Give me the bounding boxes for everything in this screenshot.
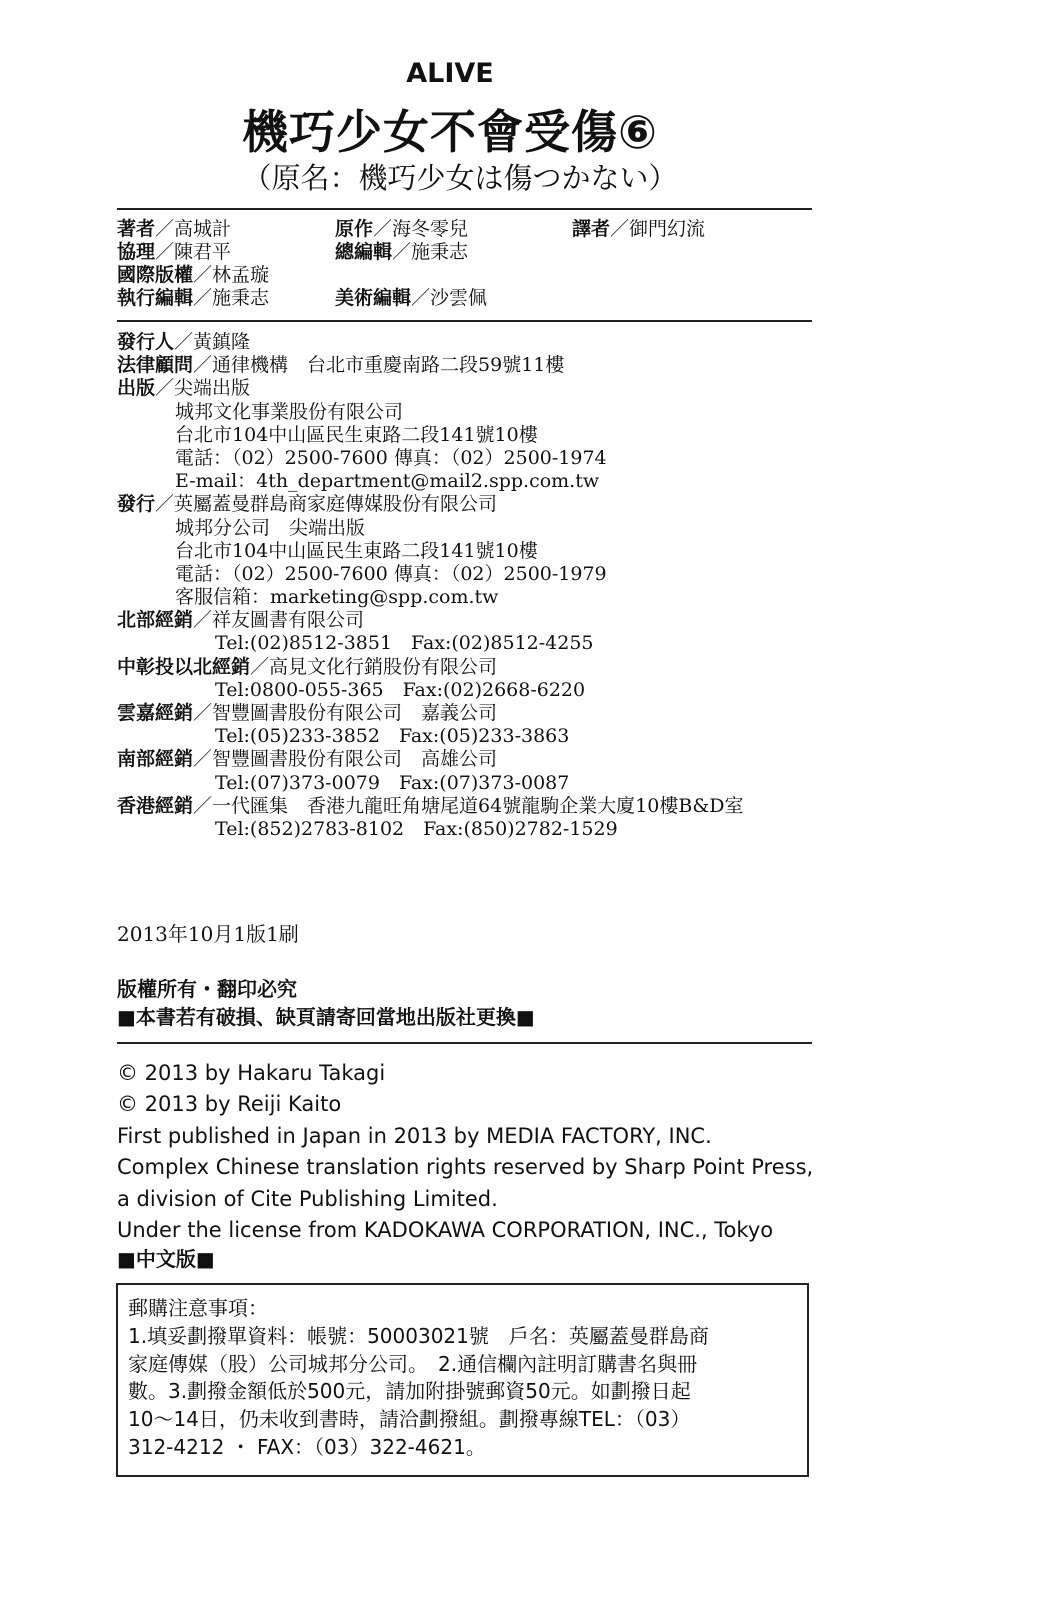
mail-order-title: 郵購注意事項： bbox=[128, 1296, 268, 1320]
regional-chiayi-tel: Tel:(05)233-3852 Fax:(05)233-3863 bbox=[215, 725, 570, 748]
division-note: a division of Cite Publishing Limited. bbox=[117, 1186, 498, 1211]
distributor-phone: 電話：（02）2500-7600 傳真：（02）2500-1979 bbox=[175, 562, 607, 585]
regional-south: 南部經銷／智豐圖書股份有限公司 高雄公司 bbox=[117, 748, 498, 771]
publisher-email: E-mail：4th_department@mail2.spp.com.tw bbox=[175, 470, 600, 493]
credit-manager: 協理／陳君平 bbox=[117, 241, 232, 263]
publisher-phone: 電話：（02）2500-7600 傳真：（02）2500-1974 bbox=[175, 446, 607, 469]
regional-central-tel: Tel:0800-055-365 Fax:(02)2668-6220 bbox=[215, 678, 586, 701]
edition-date: 2013年10月1版1刷 bbox=[117, 922, 299, 946]
credit-author: 著者／高城計 bbox=[117, 218, 232, 240]
mail-order-line: 1.填妥劃撥單資料：帳號：50003021號 戶名：英屬蓋曼群島商 bbox=[128, 1323, 709, 1348]
series-name: ALIVE bbox=[406, 58, 494, 89]
copyright-original: © 2013 by Reiji Kaito bbox=[117, 1092, 342, 1117]
damage-notice: ■本書若有破損、缺頁請寄回當地出版社更換■ bbox=[117, 1005, 535, 1029]
mail-order-line: 312-4212 ・ FAX：（03）322-4621。 bbox=[128, 1434, 486, 1459]
credit-chief-editor: 總編輯／施秉志 bbox=[335, 241, 469, 263]
divider-copyright bbox=[117, 1042, 812, 1044]
distributor-address: 台北市104中山區民生東路二段141號10樓 bbox=[175, 539, 538, 562]
license-note: Under the license from KADOKAWA CORPORATION, INC., Tokyo bbox=[117, 1217, 774, 1242]
chinese-edition-mark: ■中文版■ bbox=[117, 1247, 215, 1271]
credit-executive-editor: 執行編輯／施秉志 bbox=[117, 287, 270, 309]
publisher-company: 城邦文化事業股份有限公司 bbox=[175, 400, 404, 423]
mail-order-line: 家庭傳媒（股）公司城邦分公司。 2.通信欄內註明訂購書名與冊 bbox=[128, 1351, 698, 1376]
regional-north-tel: Tel:(02)8512-3851 Fax:(02)8512-4255 bbox=[215, 632, 594, 655]
credit-international-rights: 國際版權／林孟璇 bbox=[117, 264, 270, 286]
divider-credits bbox=[117, 320, 812, 322]
credit-art-editor: 美術編輯／沙雲佩 bbox=[335, 287, 488, 309]
distributor-line: 發行／英屬蓋曼群島商家庭傳媒股份有限公司 bbox=[117, 493, 498, 516]
publishing-block bbox=[117, 331, 744, 841]
original-title: （原名：機巧少女は傷つかない） bbox=[242, 161, 678, 195]
mail-order-box bbox=[116, 1283, 809, 1477]
copyright-author: © 2013 by Hakaru Takagi bbox=[117, 1061, 386, 1085]
publisher-address: 台北市104中山區民生東路二段141號10樓 bbox=[175, 423, 538, 446]
rights-reserved: 版權所有・翻印必究 bbox=[117, 977, 297, 1001]
distributor-service-email: 客服信箱：marketing@spp.com.tw bbox=[175, 586, 499, 609]
first-published: First published in Japan in 2013 by MEDIA FACTORY, INC. bbox=[117, 1123, 712, 1148]
distributor-branch: 城邦分公司 尖端出版 bbox=[175, 516, 366, 539]
regional-hongkong: 香港經銷／一代匯集 香港九龍旺角塘尾道64號龍駒企業大廈10樓B&D室 bbox=[117, 794, 744, 817]
book-title: 機巧少女不會受傷⑥ bbox=[242, 105, 658, 159]
mail-order-line: 數。3.劃撥金額低於500元，請加附掛號郵資50元。如劃撥日起 bbox=[128, 1379, 691, 1404]
regional-chiayi: 雲嘉經銷／智豐圖書股份有限公司 嘉義公司 bbox=[117, 702, 498, 724]
legal-line: 法律顧問／通律機構 台北市重慶南路二段59號11樓 bbox=[117, 354, 565, 377]
credit-translator: 譯者／御門幻流 bbox=[572, 218, 706, 240]
divider-top bbox=[117, 208, 812, 210]
regional-south-tel: Tel:(07)373-0079 Fax:(07)373-0087 bbox=[215, 771, 570, 794]
regional-central: 中彰投以北經銷／高見文化行銷股份有限公司 bbox=[117, 655, 498, 678]
regional-hongkong-tel: Tel:(852)2783-8102 Fax:(850)2782-1529 bbox=[215, 817, 618, 840]
copyright-block bbox=[117, 1058, 813, 1246]
regional-north: 北部經銷／祥友圖書有限公司 bbox=[117, 609, 365, 632]
issuer-line: 發行人／黃鎮隆 bbox=[117, 331, 251, 353]
publisher-line: 出版／尖端出版 bbox=[117, 377, 251, 400]
credit-original: 原作／海冬零兒 bbox=[335, 218, 469, 240]
mail-order-line: 10～14日，仍未收到書時，請洽劃撥組。劃撥專線TEL：（03） bbox=[128, 1407, 691, 1432]
translation-rights: Complex Chinese translation rights reserved by Sharp Point Press, bbox=[117, 1155, 814, 1180]
